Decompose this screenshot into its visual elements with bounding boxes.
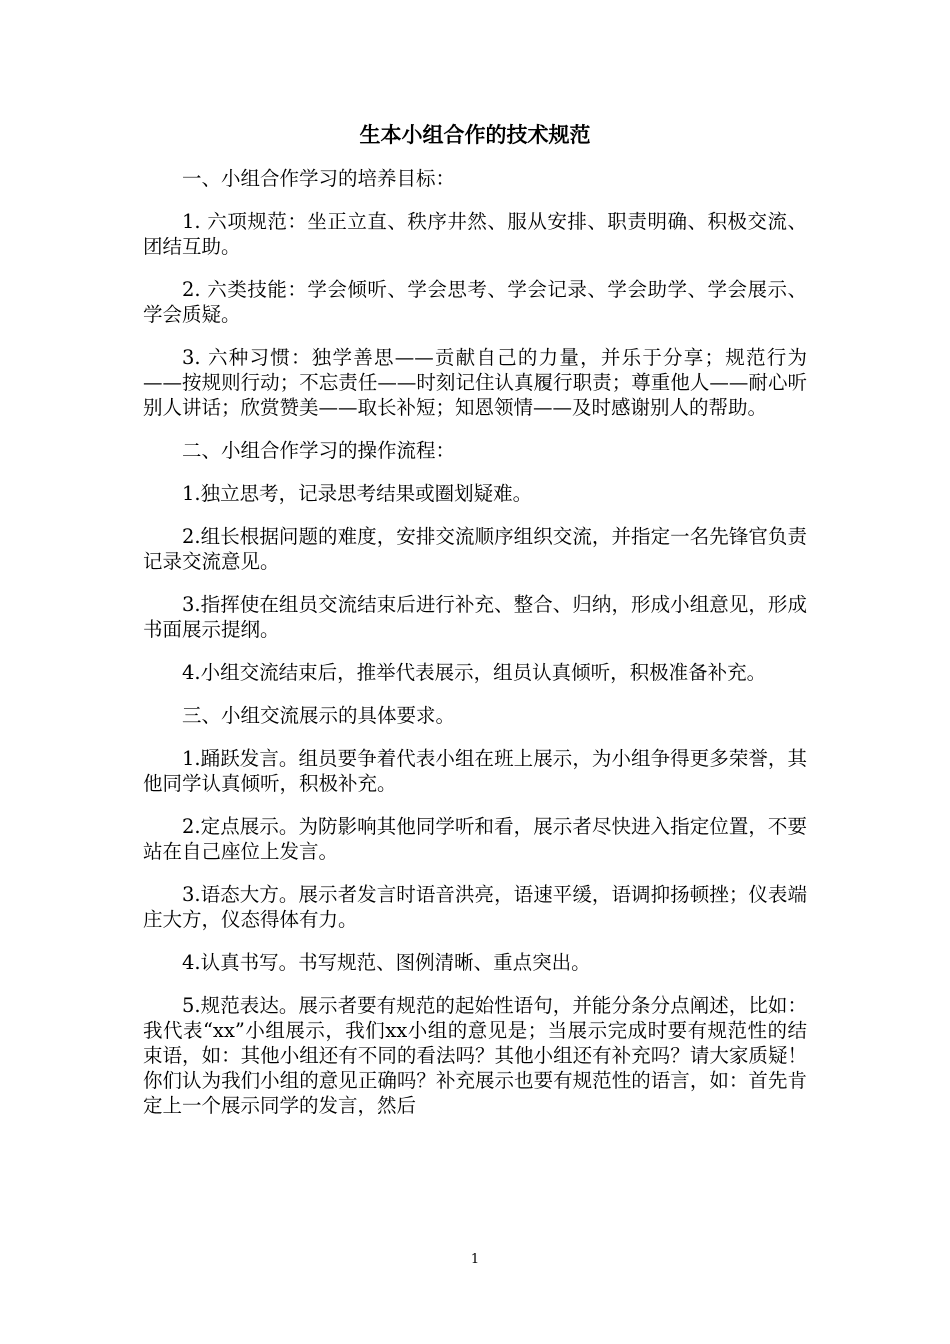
paragraph: 1. 六项规范：坐正立直、秩序井然、服从安排、职责明确、积极交流、团结互助。	[143, 210, 807, 258]
paragraph: 4.小组交流结束后，推举代表展示，组员认真倾听，积极准备补充。	[182, 661, 767, 684]
document-title: 生本小组合作的技术规范	[359, 122, 591, 147]
section-heading-process: 二、小组合作学习的操作流程：	[182, 439, 456, 462]
paragraph: 2. 六类技能：学会倾听、学会思考、学会记录、学会助学、学会展示、学会质疑。	[143, 278, 807, 326]
paragraph: 1.独立思考，记录思考结果或圈划疑难。	[182, 482, 533, 505]
page-number: 1	[470, 1252, 480, 1267]
document-body	[143, 118, 807, 1136]
paragraph: 2.组长根据问题的难度，安排交流顺序组织交流，并指定一名先锋官负责记录交流意见。	[143, 525, 807, 573]
paragraph: 3. 六种习惯：独学善思——贡献自己的力量，并乐于分享；规范行为——按规则行动；不忘责任——时刻记住认真履行职责；尊重他人——耐心听别人讲话；欣赏赞美——取长补短；知恩领情——及时感谢别人的帮助。	[143, 346, 807, 419]
section-heading-goals: 一、小组合作学习的培养目标：	[182, 167, 456, 190]
paragraph: 1.踊跃发言。组员要争着代表小组在班上展示，为小组争得更多荣誉，其他同学认真倾听，积极补充。	[143, 747, 807, 795]
paragraph: 5.规范表达。展示者要有规范的起始性语句，并能分条分点阐述，比如：我代表“xx”小组展示，我们xx小组的意见是；当展示完成时要有规范性的结束语，如：其他小组还有不同的看法吗？其他小组还有补充吗？请大家质疑！你们认为我们小组的意见正确吗？补充展示也要有规范性的语言，如：首先肯定上一个展示同学的发言，然后	[143, 994, 807, 1117]
paragraph: 3.指挥使在组员交流结束后进行补充、整合、归纳，形成小组意见，形成书面展示提纲。	[143, 593, 807, 641]
paragraph: 4.认真书写。书写规范、图例清晰、重点突出。	[182, 951, 591, 974]
paragraph: 2.定点展示。为防影响其他同学听和看，展示者尽快进入指定位置，不要站在自己座位上发言。	[143, 815, 807, 863]
section-heading-requirements: 三、小组交流展示的具体要求。	[182, 704, 456, 727]
paragraph: 3.语态大方。展示者发言时语音洪亮，语速平缓，语调抑扬顿挫；仪表端庄大方，仪态得体有力。	[143, 883, 807, 931]
